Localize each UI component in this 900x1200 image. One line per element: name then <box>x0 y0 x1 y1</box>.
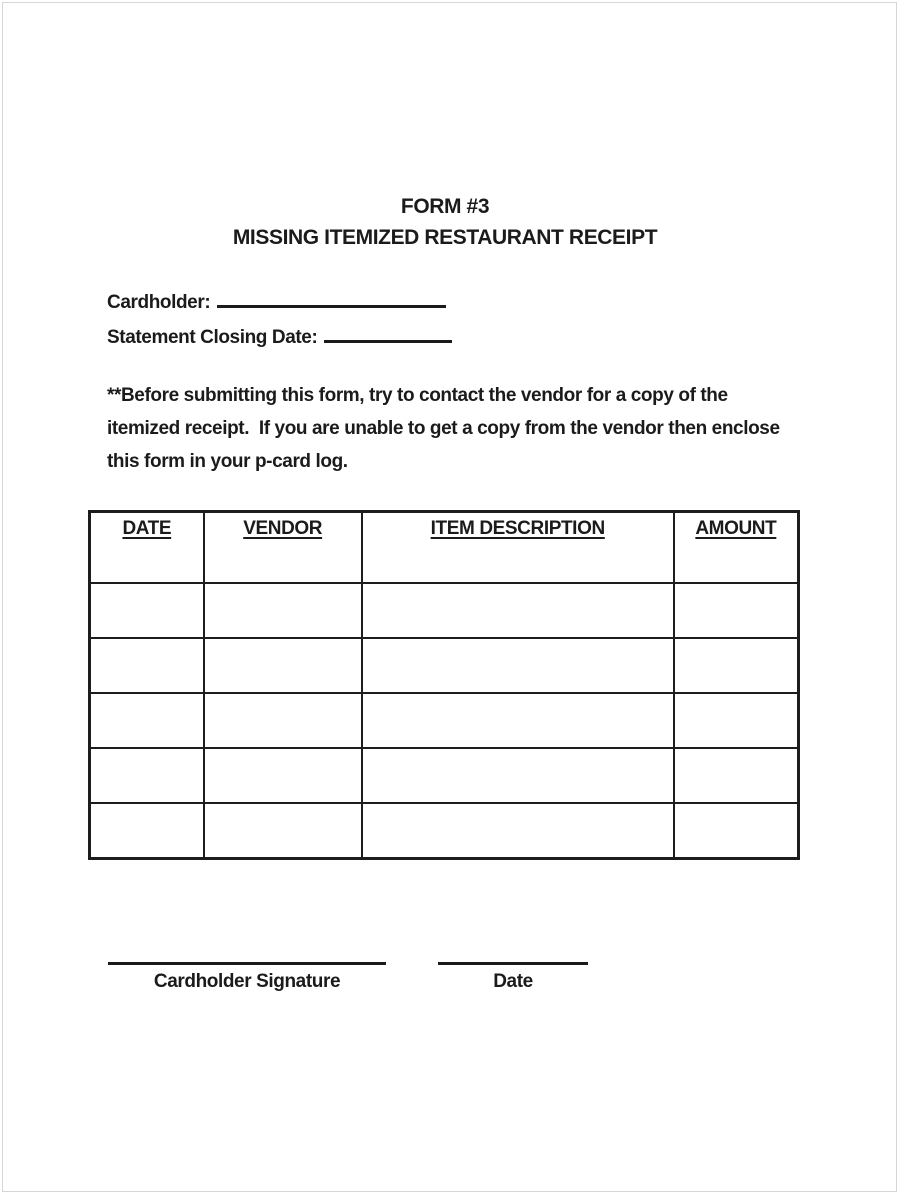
table-cell[interactable] <box>204 693 362 748</box>
table-cell[interactable] <box>204 583 362 638</box>
header-row <box>90 512 799 584</box>
instructions-line: **Before submitting this form, try to contact the vendor for a copy of the <box>107 385 728 406</box>
receipt-table-container <box>88 510 800 860</box>
receipt-table-body <box>90 583 799 859</box>
form-title: MISSING ITEMIZED RESTAURANT RECEIPT <box>232 226 658 249</box>
table-cell[interactable] <box>90 583 204 638</box>
date-signature-block <box>438 948 588 993</box>
cardholder-field-row <box>107 289 446 314</box>
cardholder-signature-label: Cardholder Signature <box>153 971 341 992</box>
table-cell[interactable] <box>674 803 799 859</box>
table-cell[interactable] <box>90 693 204 748</box>
table-cell[interactable] <box>362 693 674 748</box>
table-cell[interactable] <box>674 583 799 638</box>
table-cell[interactable] <box>90 638 204 693</box>
table-cell[interactable] <box>90 803 204 859</box>
title-block <box>90 191 800 253</box>
table-cell[interactable] <box>204 803 362 859</box>
statement-closing-date-input-line[interactable] <box>324 324 452 343</box>
column-header-vendor: VENDOR <box>204 512 362 584</box>
table-cell[interactable] <box>674 638 799 693</box>
table-cell[interactable] <box>362 748 674 803</box>
table-cell[interactable] <box>362 803 674 859</box>
table-row <box>90 583 799 638</box>
statement-closing-date-label: Statement Closing Date: <box>107 327 318 348</box>
form-number-title: FORM #3 <box>400 195 490 218</box>
table-cell[interactable] <box>90 748 204 803</box>
cardholder-label: Cardholder: <box>107 292 211 313</box>
column-header-date: DATE <box>90 512 204 584</box>
table-cell[interactable] <box>674 748 799 803</box>
table-row <box>90 803 799 859</box>
table-cell[interactable] <box>362 638 674 693</box>
table-cell[interactable] <box>204 638 362 693</box>
cardholder-signature-block <box>108 948 386 993</box>
date-label: Date <box>493 971 533 992</box>
receipt-table-header <box>90 512 799 584</box>
cardholder-input-line[interactable] <box>217 289 446 308</box>
table-cell[interactable] <box>362 583 674 638</box>
column-header-amount: AMOUNT <box>674 512 799 584</box>
date-signature-line[interactable] <box>438 948 588 965</box>
table-row <box>90 748 799 803</box>
cardholder-signature-line[interactable] <box>108 948 386 965</box>
table-row <box>90 693 799 748</box>
table-cell[interactable] <box>674 693 799 748</box>
instructions-line: itemized receipt. If you are unable to get a copy from the vendor then enclose <box>107 418 780 439</box>
instructions-paragraph <box>107 379 780 478</box>
table-row <box>90 638 799 693</box>
instructions-line: this form in your p-card log. <box>107 451 348 472</box>
table-cell[interactable] <box>204 748 362 803</box>
receipt-table <box>88 510 800 860</box>
statement-closing-date-field-row <box>107 324 452 349</box>
column-header-item-description: ITEM DESCRIPTION <box>362 512 674 584</box>
